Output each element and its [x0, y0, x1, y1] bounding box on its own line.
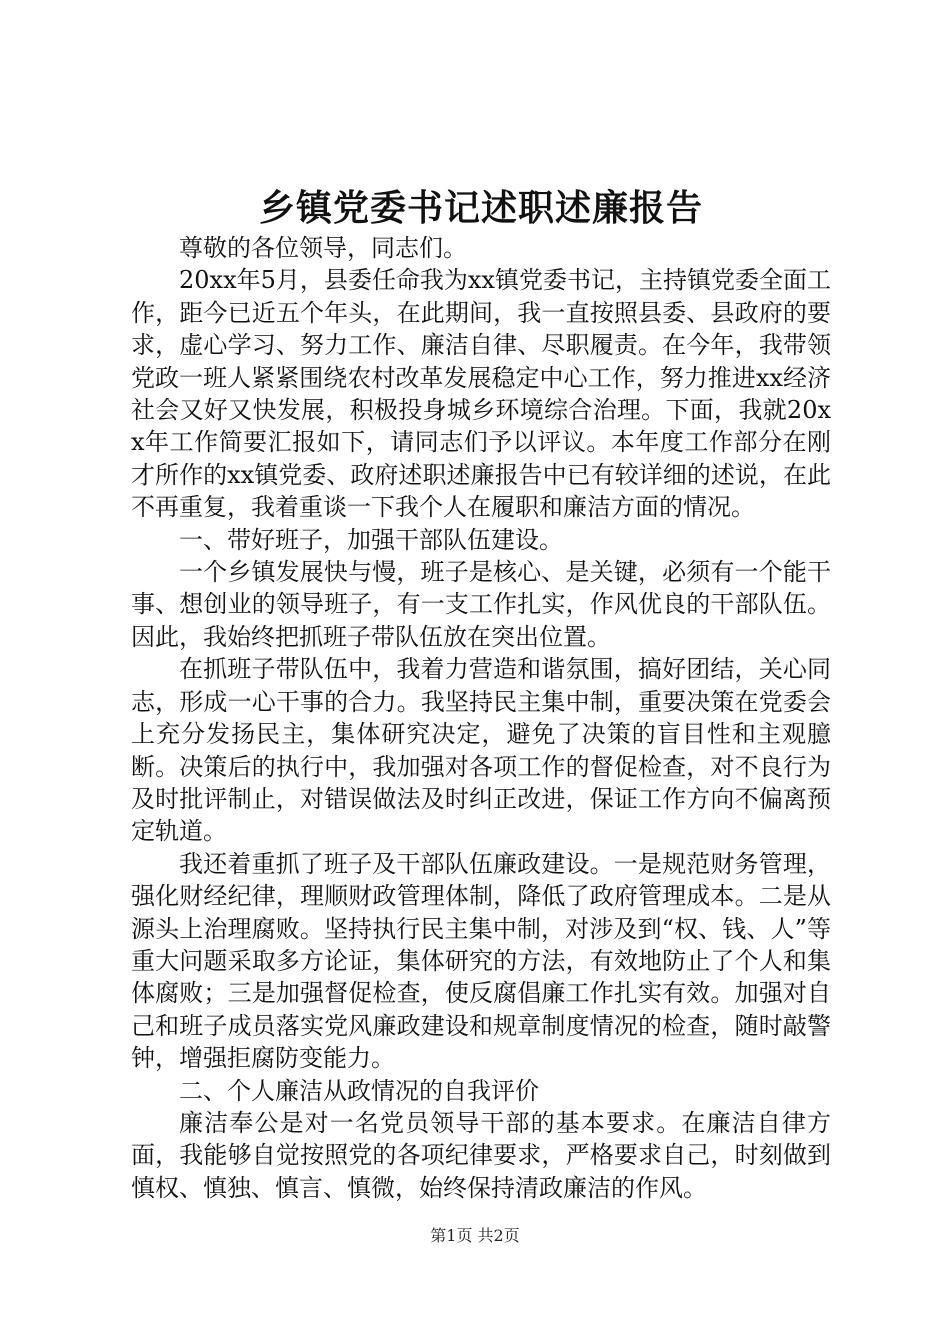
body-paragraph: 一个乡镇发展快与慢，班子是核心、是关键，必须有一个能干事、想创业的领导班子，有一支工作扎实，作风优良的干部队伍。因此，我始终把抓班子带队伍放在突出位置。: [131, 558, 831, 651]
page-footer: 第1页 共2页: [430, 1226, 520, 1245]
body-paragraph: 廉洁奉公是对一名党员领导干部的基本要求。在廉洁自律方面，我能够自觉按照党的各项纪律要求，严格要求自己，时刻做到慎权、慎独、慎言、慎微，始终保持清政廉洁的作风。: [131, 1108, 831, 1202]
document-body: [131, 232, 831, 1204]
document-page: [131, 0, 831, 1344]
document-title: 乡镇党委书记述职述廉报告: [258, 187, 703, 229]
section-heading-1: 一、带好班子，加强干部队伍建设。: [179, 525, 563, 554]
intro-paragraph: 20xx年5月，县委任命我为xx镇党委书记，主持镇党委全面工作，距今已近五个年头，在此期间，我一直按照县委、县政府的要求，虚心学习、努力工作、廉洁自律、尽职履责。在今年，我带领党政一班人紧紧围绕农村改革发展稳定中心工作，努力推进xx经济社会又好又快发展，积极投身城乡环境综合治理。下面，我就20xx年工作简要汇报如下，请同志们予以评议。本年度工作部分在刚才所作的xx镇党委、政府述职述廉报告中已有较详细的述说，在此不再重复，我着重谈一下我个人在履职和廉洁方面的情况。: [131, 266, 831, 522]
body-paragraph: 我还着重抓了班子及干部队伍廉政建设。一是规范财务管理，强化财经纪律，理顺财政管理体制，降低了政府管理成本。二是从源头上治理腐败。坚持执行民主集中制，对涉及到“权、钱、人”等重大问题采取多方论证，集体研究的方法，有效地防止了个人和集体腐败；三是加强督促检查，使反腐倡廉工作扎实有效。加强对自己和班子成员落实党风廉政建设和规章制度情况的检查，随时敲警钟，增强拒腐防变能力。: [131, 849, 831, 1073]
salutation-paragraph: 尊敬的各位领导，同志们。: [179, 234, 467, 262]
section-heading-2: 二、个人廉洁从政情况的自我评价: [179, 1076, 539, 1105]
body-paragraph: 在抓班子带队伍中，我着力营造和谐氛围，搞好团结，关心同志，形成一心干事的合力。我坚持民主集中制，重要决策在党委会上充分发扬民主，集体研究决定，避免了决策的盲目性和主观臆断。决策后的执行中，我加强对各项工作的督促检查，对不良行为及时批评制止，对错误做法及时纠正改进，保证工作方向不偏离预定轨道。: [131, 655, 831, 846]
